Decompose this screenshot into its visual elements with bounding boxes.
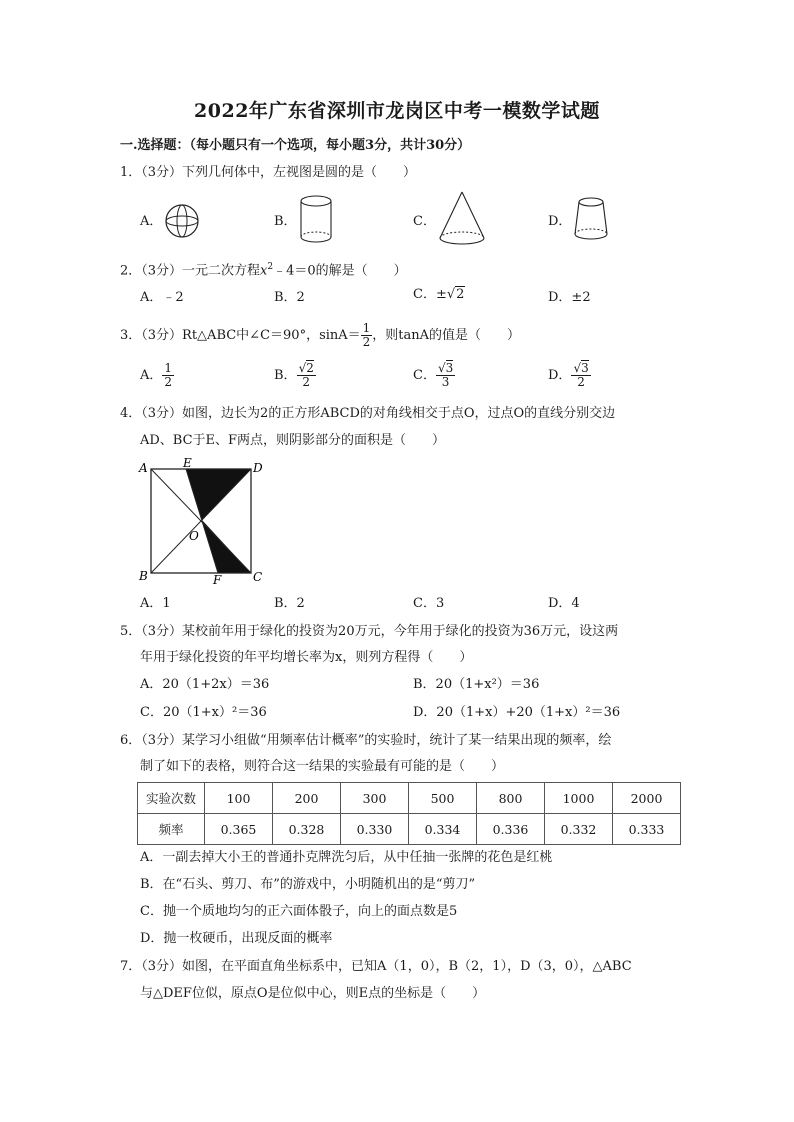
q3-option-b-fraction: [297, 362, 316, 389]
question-5-stem-line2: 年用于绿化投资的年平均增长率为x，则列方程得（ ）: [140, 650, 473, 665]
label-o: O: [189, 529, 199, 543]
cylinder-icon: [296, 193, 340, 249]
question-1-stem: 1．（3分）下列几何体中，左视图是圆的是（ ）: [120, 165, 417, 180]
q5-option-d: D．20（1+x）+20（1+x）²＝36: [413, 705, 621, 720]
q2-option-c: [413, 287, 465, 303]
table-cell: 800: [477, 783, 545, 814]
question-4-stem-line1: 4．（3分）如图，边长为2的正方形ABCD的对角线相交于点O，过点O的直线分别交边: [120, 406, 616, 421]
question-7-stem-line2: 与△DEF位似，原点O是位似中心，则E点的坐标是（ ）: [140, 986, 486, 1001]
q1-option-d-label: D．: [548, 214, 572, 229]
table-header-cell: 实验次数: [138, 783, 205, 814]
q1-option-b-label: B．: [274, 214, 297, 229]
q3-option-a-num: 1: [164, 361, 173, 375]
q3-option-c-den: 3: [441, 375, 450, 390]
q4-option-a: A．1: [140, 596, 171, 611]
table-cell: 500: [409, 783, 477, 814]
q3-option-a: [140, 362, 174, 389]
page-title: 2022年广东省深圳市龙岗区中考一模数学试题: [194, 100, 600, 122]
table-cell: 0.336: [477, 814, 545, 845]
question-2-stem: [120, 262, 407, 279]
q3-option-c-radicand: 3: [445, 361, 454, 375]
q3-option-b-den: 2: [302, 375, 311, 390]
shaded-triangle-top: [186, 469, 251, 520]
q2-exponent: 2: [267, 262, 274, 272]
q3-frac-den: 2: [362, 335, 371, 350]
q2-stem-suffix: ﹣4＝0的解是（ ）: [273, 263, 407, 279]
q3-option-d-radicand: 3: [581, 361, 589, 375]
table-cell: 0.330: [341, 814, 409, 845]
q3-stem-prefix: 3．（3分）Rt△ABC中∠C＝90°，sinA＝: [120, 328, 361, 344]
table-cell: 0.333: [613, 814, 681, 845]
frustum-icon: [571, 194, 611, 246]
q3-option-a-fraction: [162, 362, 174, 389]
table-cell: 300: [341, 783, 409, 814]
q3-stem-suffix: ，则tanA的值是（ ）: [372, 328, 521, 344]
q3-option-c: [413, 362, 455, 389]
q3-option-c-label: C．: [413, 368, 436, 384]
table-header-cell: 频率: [138, 814, 205, 845]
q3-sin-fraction: [361, 322, 373, 349]
q5-option-b: B．20（1+x²）＝36: [413, 677, 540, 692]
q6-option-c: C．抛一个质地均匀的正六面体骰子，向上的面点数是5: [140, 904, 458, 919]
question-5-stem-line1: 5．（3分）某校前年用于绿化的投资为20万元，今年用于绿化的投资为36万元，设这两: [120, 624, 619, 639]
q3-option-d-den: 2: [577, 375, 585, 390]
q2-option-a: A．﹣2: [140, 290, 184, 305]
cone-icon: [436, 190, 488, 250]
q2-stem-prefix: 2．（3分）一元二次方程: [120, 263, 261, 279]
table-cell: 0.334: [409, 814, 477, 845]
q3-option-a-den: 2: [164, 375, 173, 390]
q4-option-c: C．3: [413, 596, 445, 611]
sqrt-symbol: √2: [446, 287, 465, 302]
table-cell: 100: [205, 783, 273, 814]
frequency-table: [137, 782, 681, 845]
q3-option-a-label: A．: [140, 368, 163, 384]
q5-option-a: A．20（1+2x）＝36: [140, 677, 270, 692]
table-row: [138, 783, 681, 814]
table-cell: 0.332: [545, 814, 613, 845]
table-cell: 1000: [545, 783, 613, 814]
table-cell: 0.328: [273, 814, 341, 845]
q6-option-d: D．抛一枚硬币，出现反面的概率: [140, 931, 333, 946]
q4-option-d: D．4: [548, 596, 580, 611]
table-cell: 0.365: [205, 814, 273, 845]
label-f: F: [213, 573, 222, 587]
q2-option-c-radicand: 2: [456, 287, 465, 302]
q1-option-c-label: C．: [413, 214, 436, 229]
q2-option-d: D．±2: [548, 290, 591, 305]
question-4-stem-line2: AD、BC于E、F两点，则阴影部分的面积是（ ）: [140, 433, 446, 448]
q3-option-d-num: √3: [573, 361, 589, 375]
question-7-stem-line1: 7．（3分）如图，在平面直角坐标系中，已知A（1，0），B（2，1），D（3，0），△ABC: [120, 959, 632, 974]
q2-var-x: x: [260, 263, 268, 279]
label-a: A: [139, 461, 148, 475]
table-cell: 200: [273, 783, 341, 814]
q5-option-c: C．20（1+x）²＝36: [140, 705, 267, 720]
q3-option-b-radicand: 2: [306, 361, 314, 375]
q2-option-b: B．2: [274, 290, 305, 305]
q6-option-a: A．一副去掉大小王的普通扑克牌洗匀后，从中任抽一张牌的花色是红桃: [140, 850, 553, 865]
label-b: B: [139, 569, 148, 583]
q1-option-a-label: A．: [140, 214, 163, 229]
q3-frac-num: 1: [362, 321, 371, 335]
square-figure: [135, 456, 270, 586]
label-d: D: [253, 461, 263, 475]
q2-option-c-label: C．±: [413, 287, 447, 302]
table-cell: 2000: [613, 783, 681, 814]
q3-option-d: [548, 362, 591, 389]
question-3-stem: [120, 322, 520, 349]
q4-option-b: B．2: [274, 596, 305, 611]
q3-option-c-fraction: [436, 362, 455, 389]
q6-option-b: B．在“石头、剪刀、布”的游戏中，小明随机出的是“剪刀”: [140, 877, 476, 892]
table-row: [138, 814, 681, 845]
question-6-stem-line2: 制了如下的表格，则符合这一结果的实验最有可能的是（ ）: [140, 759, 505, 774]
q3-option-c-num: √3: [437, 361, 454, 375]
q3-option-d-fraction: [571, 362, 590, 389]
label-c: C: [253, 570, 263, 584]
question-6-stem-line1: 6．（3分）某学习小组做“用频率估计概率”的实验时，统计了某一结果出现的频率，绘: [120, 733, 612, 748]
q3-option-b-label: B．: [274, 368, 297, 384]
q3-option-b-num: √2: [298, 361, 314, 375]
sphere-icon: [162, 200, 202, 242]
label-e: E: [183, 456, 192, 470]
section-heading: 一.选择题：（每小题只有一个选项，每小题3分，共计30分）: [120, 138, 471, 153]
q3-option-b: [274, 362, 316, 389]
q3-option-d-label: D．: [548, 368, 572, 384]
